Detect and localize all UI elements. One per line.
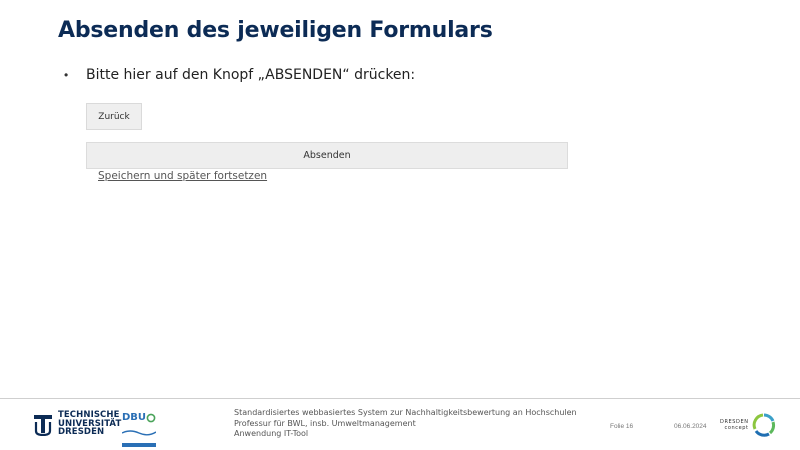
dbu-word: DBU (122, 412, 147, 423)
tud-line-1: TECHNISCHE (58, 410, 120, 420)
footer-divider (0, 398, 800, 399)
dbu-logo (122, 408, 160, 450)
dbu-wave-icon (122, 428, 156, 436)
tud-line-3: DRESDEN (58, 427, 105, 438)
slide-title: Absenden des jeweiligen Formulars (58, 18, 493, 43)
submit-button[interactable]: Absenden (86, 142, 568, 169)
footer-line-3: Anwendung IT-Tool (234, 429, 309, 438)
tu-dresden-emblem-icon (32, 412, 54, 436)
save-and-continue-later-link[interactable]: Speichern und später fortsetzen (98, 170, 268, 182)
bullet-item (64, 67, 415, 83)
tud-line-2: UNIVERSITÄT (58, 418, 122, 429)
dresden-concept-wordmark (720, 419, 749, 431)
dresden-concept-logo (720, 413, 776, 437)
slide-number: Folie 16 (610, 423, 634, 430)
dbu-bar (122, 443, 156, 447)
bullet-text: Bitte hier auf den Knopf „ABSENDEN“ drücken: (86, 67, 416, 83)
slide-date: 06.06.2024 (674, 423, 707, 430)
dresden-concept-ring-icon (752, 413, 776, 437)
footer-line-1: Standardisiertes webbasiertes System zur Nachhaltigkeitsbewertung an Hochschulen (234, 408, 577, 417)
back-button[interactable]: Zurück (86, 103, 142, 130)
dc-line-1: DRESDEN (720, 419, 749, 425)
footer-line-2: Professur für BWL, insb. Umweltmanagement (234, 418, 416, 428)
dc-line-2: concept (724, 425, 749, 431)
tu-dresden-logo (32, 411, 121, 437)
dbu-leaf-icon (146, 413, 156, 423)
tu-dresden-wordmark (58, 411, 121, 437)
footer-description (234, 408, 577, 440)
dbu-wordmark (122, 412, 160, 423)
bullet-dot-icon: • (64, 68, 69, 82)
